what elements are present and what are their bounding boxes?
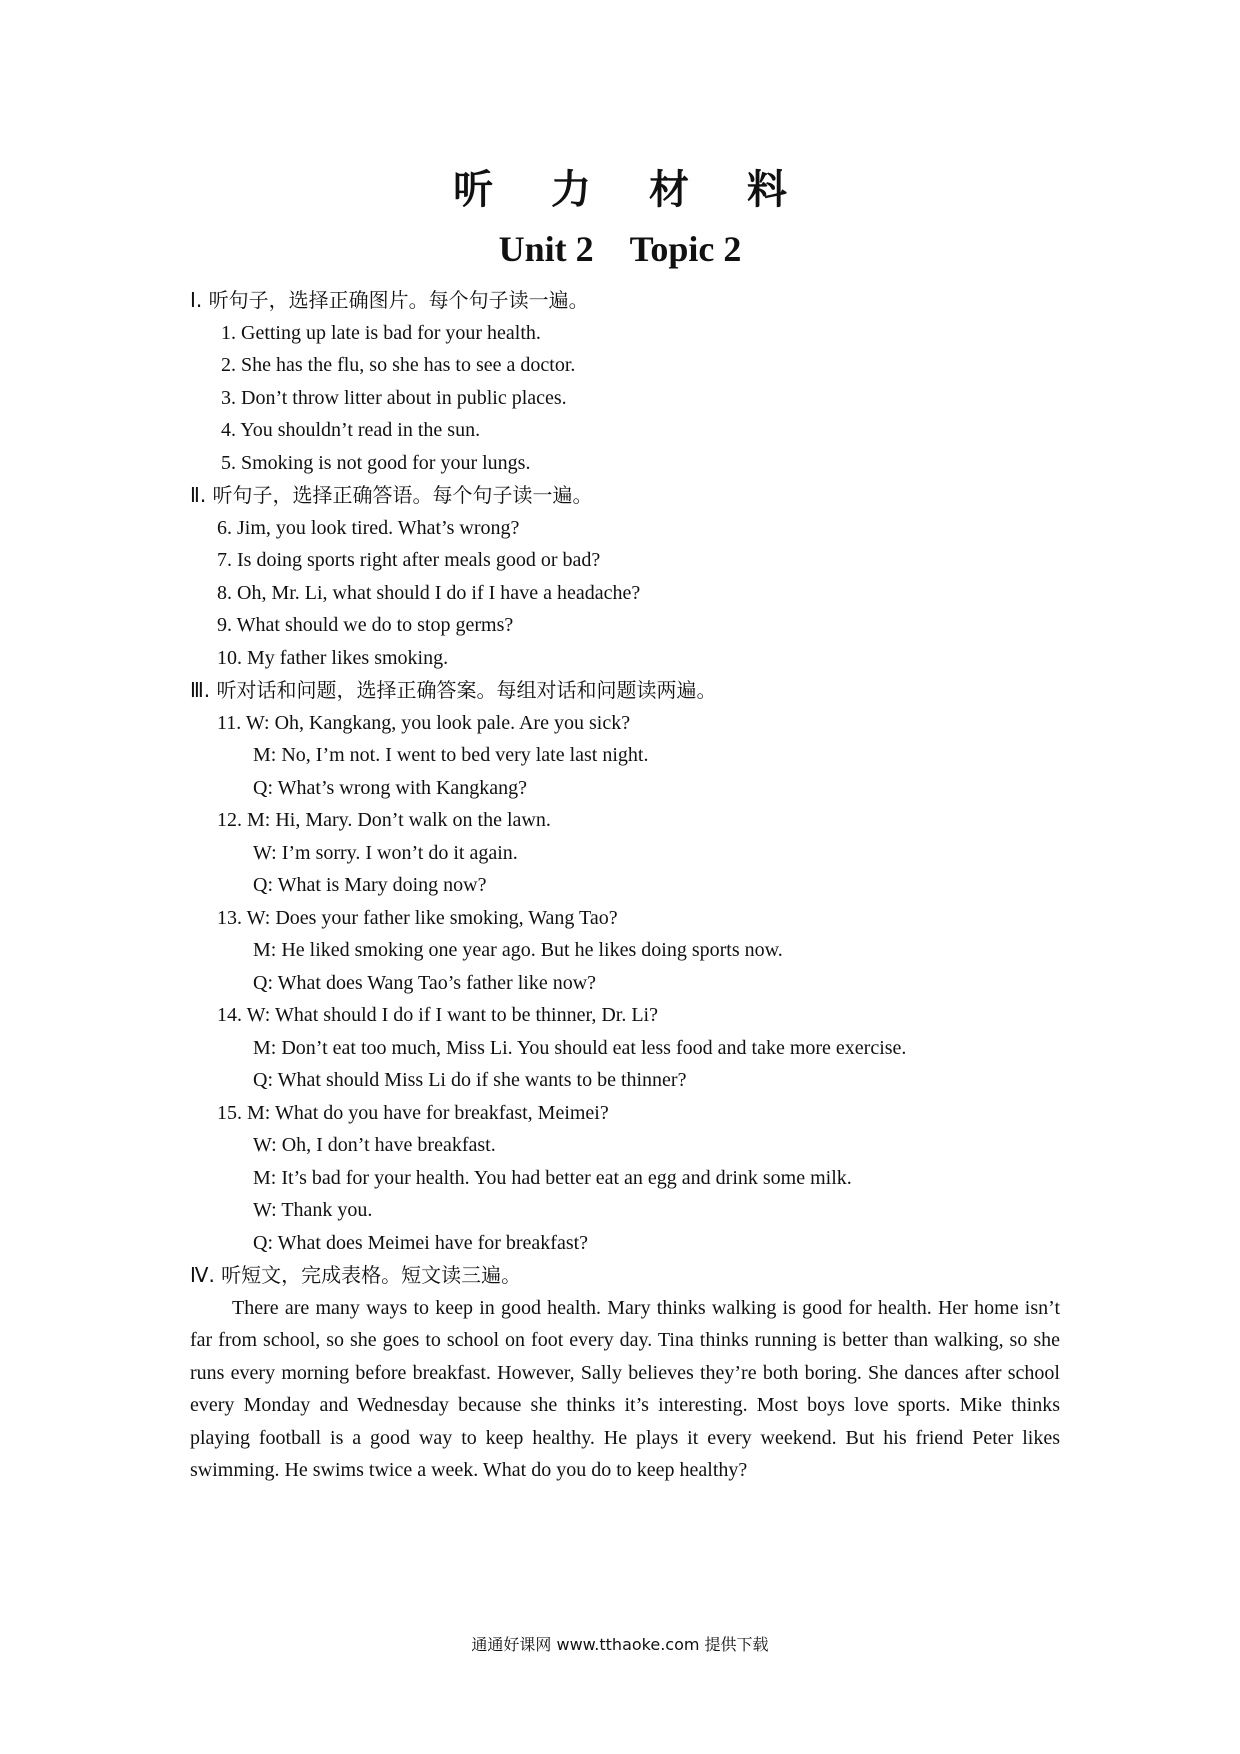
footer-source: 通通好课网 www.tthaoke.com 提供下载 xyxy=(471,1635,769,1654)
sentence-item: 10. My father likes smoking. xyxy=(217,646,449,669)
sentence-item: 2. She has the flu, so she has to see a doctor. xyxy=(221,354,576,376)
dialogue-line: M: He liked smoking one year ago. But he likes doing sports now. xyxy=(253,939,783,961)
sentence-item: 5. Smoking is not good for your lungs. xyxy=(221,451,531,474)
sentence-item: 8. Oh, Mr. Li, what should I do if I have a headache? xyxy=(217,581,641,604)
section-3-heading: Ⅲ. 听对话和问题，选择正确答案。每组对话和问题读两遍。 xyxy=(190,678,717,702)
sentence-item: 9. What should we do to stop germs? xyxy=(217,614,514,636)
sentence-item: 3. Don’t throw litter about in public places. xyxy=(221,386,567,409)
section-4-heading: Ⅳ. 听短文，完成表格。短文读三遍。 xyxy=(190,1263,522,1287)
document-title-cn: 听 力 材 料 xyxy=(453,167,809,213)
section-1-heading: Ⅰ. 听句子，选择正确图片。每个句子读一遍。 xyxy=(190,288,589,312)
dialogue-line: W: Thank you. xyxy=(253,1199,373,1221)
dialogue-question: Q: What does Meimei have for breakfast? xyxy=(253,1231,589,1254)
dialogue-line: W: Oh, I don’t have breakfast. xyxy=(253,1134,496,1156)
dialogue-question: Q: What does Wang Tao’s father like now? xyxy=(253,971,597,994)
dialogue-line: 15. M: What do you have for breakfast, Meimei? xyxy=(217,1101,609,1124)
sentence-item: 6. Jim, you look tired. What’s wrong? xyxy=(217,516,520,539)
dialogue-question: Q: What is Mary doing now? xyxy=(253,874,487,896)
unit-label: Unit 2 xyxy=(498,229,594,269)
dialogue-line: M: Don’t eat too much, Miss Li. You should eat less food and take more exercise. xyxy=(253,1036,907,1059)
sentence-item: 7. Is doing sports right after meals good or bad? xyxy=(217,549,601,571)
sentence-item: 4. You shouldn’t read in the sun. xyxy=(221,419,481,441)
topic-label: Topic 2 xyxy=(629,229,742,269)
dialogue-line: 12. M: Hi, Mary. Don’t walk on the lawn. xyxy=(217,809,551,831)
section-2-heading: Ⅱ. 听句子，选择正确答语。每个句子读一遍。 xyxy=(190,483,593,507)
dialogue-line: M: No, I’m not. I went to bed very late last night. xyxy=(253,744,649,766)
passage-paragraph: There are many ways to keep in good health. Mary thinks walking is good for health. Her home isn’t far from school, so she goes to school on foot every day. Tina thinks running is better than walking, so she runs every morning before breakfast. However, Sally believes they’re both boring. She dances after school every Monday and Wednesday because she thinks it’s interesting. Most boys love sports. Mike thinks playing football is a good way to keep healthy. He plays it every weekend. But his friend Peter likes swimming. He swims twice a week. What do you do to keep healthy? xyxy=(190,1296,1060,1481)
dialogue-line: 11. W: Oh, Kangkang, you look pale. Are you sick? xyxy=(217,711,631,734)
dialogue-question: Q: What should Miss Li do if she wants to be thinner? xyxy=(253,1069,687,1091)
dialogue-line: 14. W: What should I do if I want to be thinner, Dr. Li? xyxy=(217,1004,658,1026)
document-body xyxy=(190,284,1060,1487)
dialogue-line: M: It’s bad for your health. You had better eat an egg and drink some milk. xyxy=(253,1166,852,1189)
sentence-item: 1. Getting up late is bad for your health. xyxy=(221,321,541,344)
dialogue-line: W: I’m sorry. I won’t do it again. xyxy=(253,841,518,864)
dialogue-line: 13. W: Does your father like smoking, Wang Tao? xyxy=(217,906,618,929)
dialogue-question: Q: What’s wrong with Kangkang? xyxy=(253,776,528,799)
document-title-en xyxy=(0,228,1240,270)
